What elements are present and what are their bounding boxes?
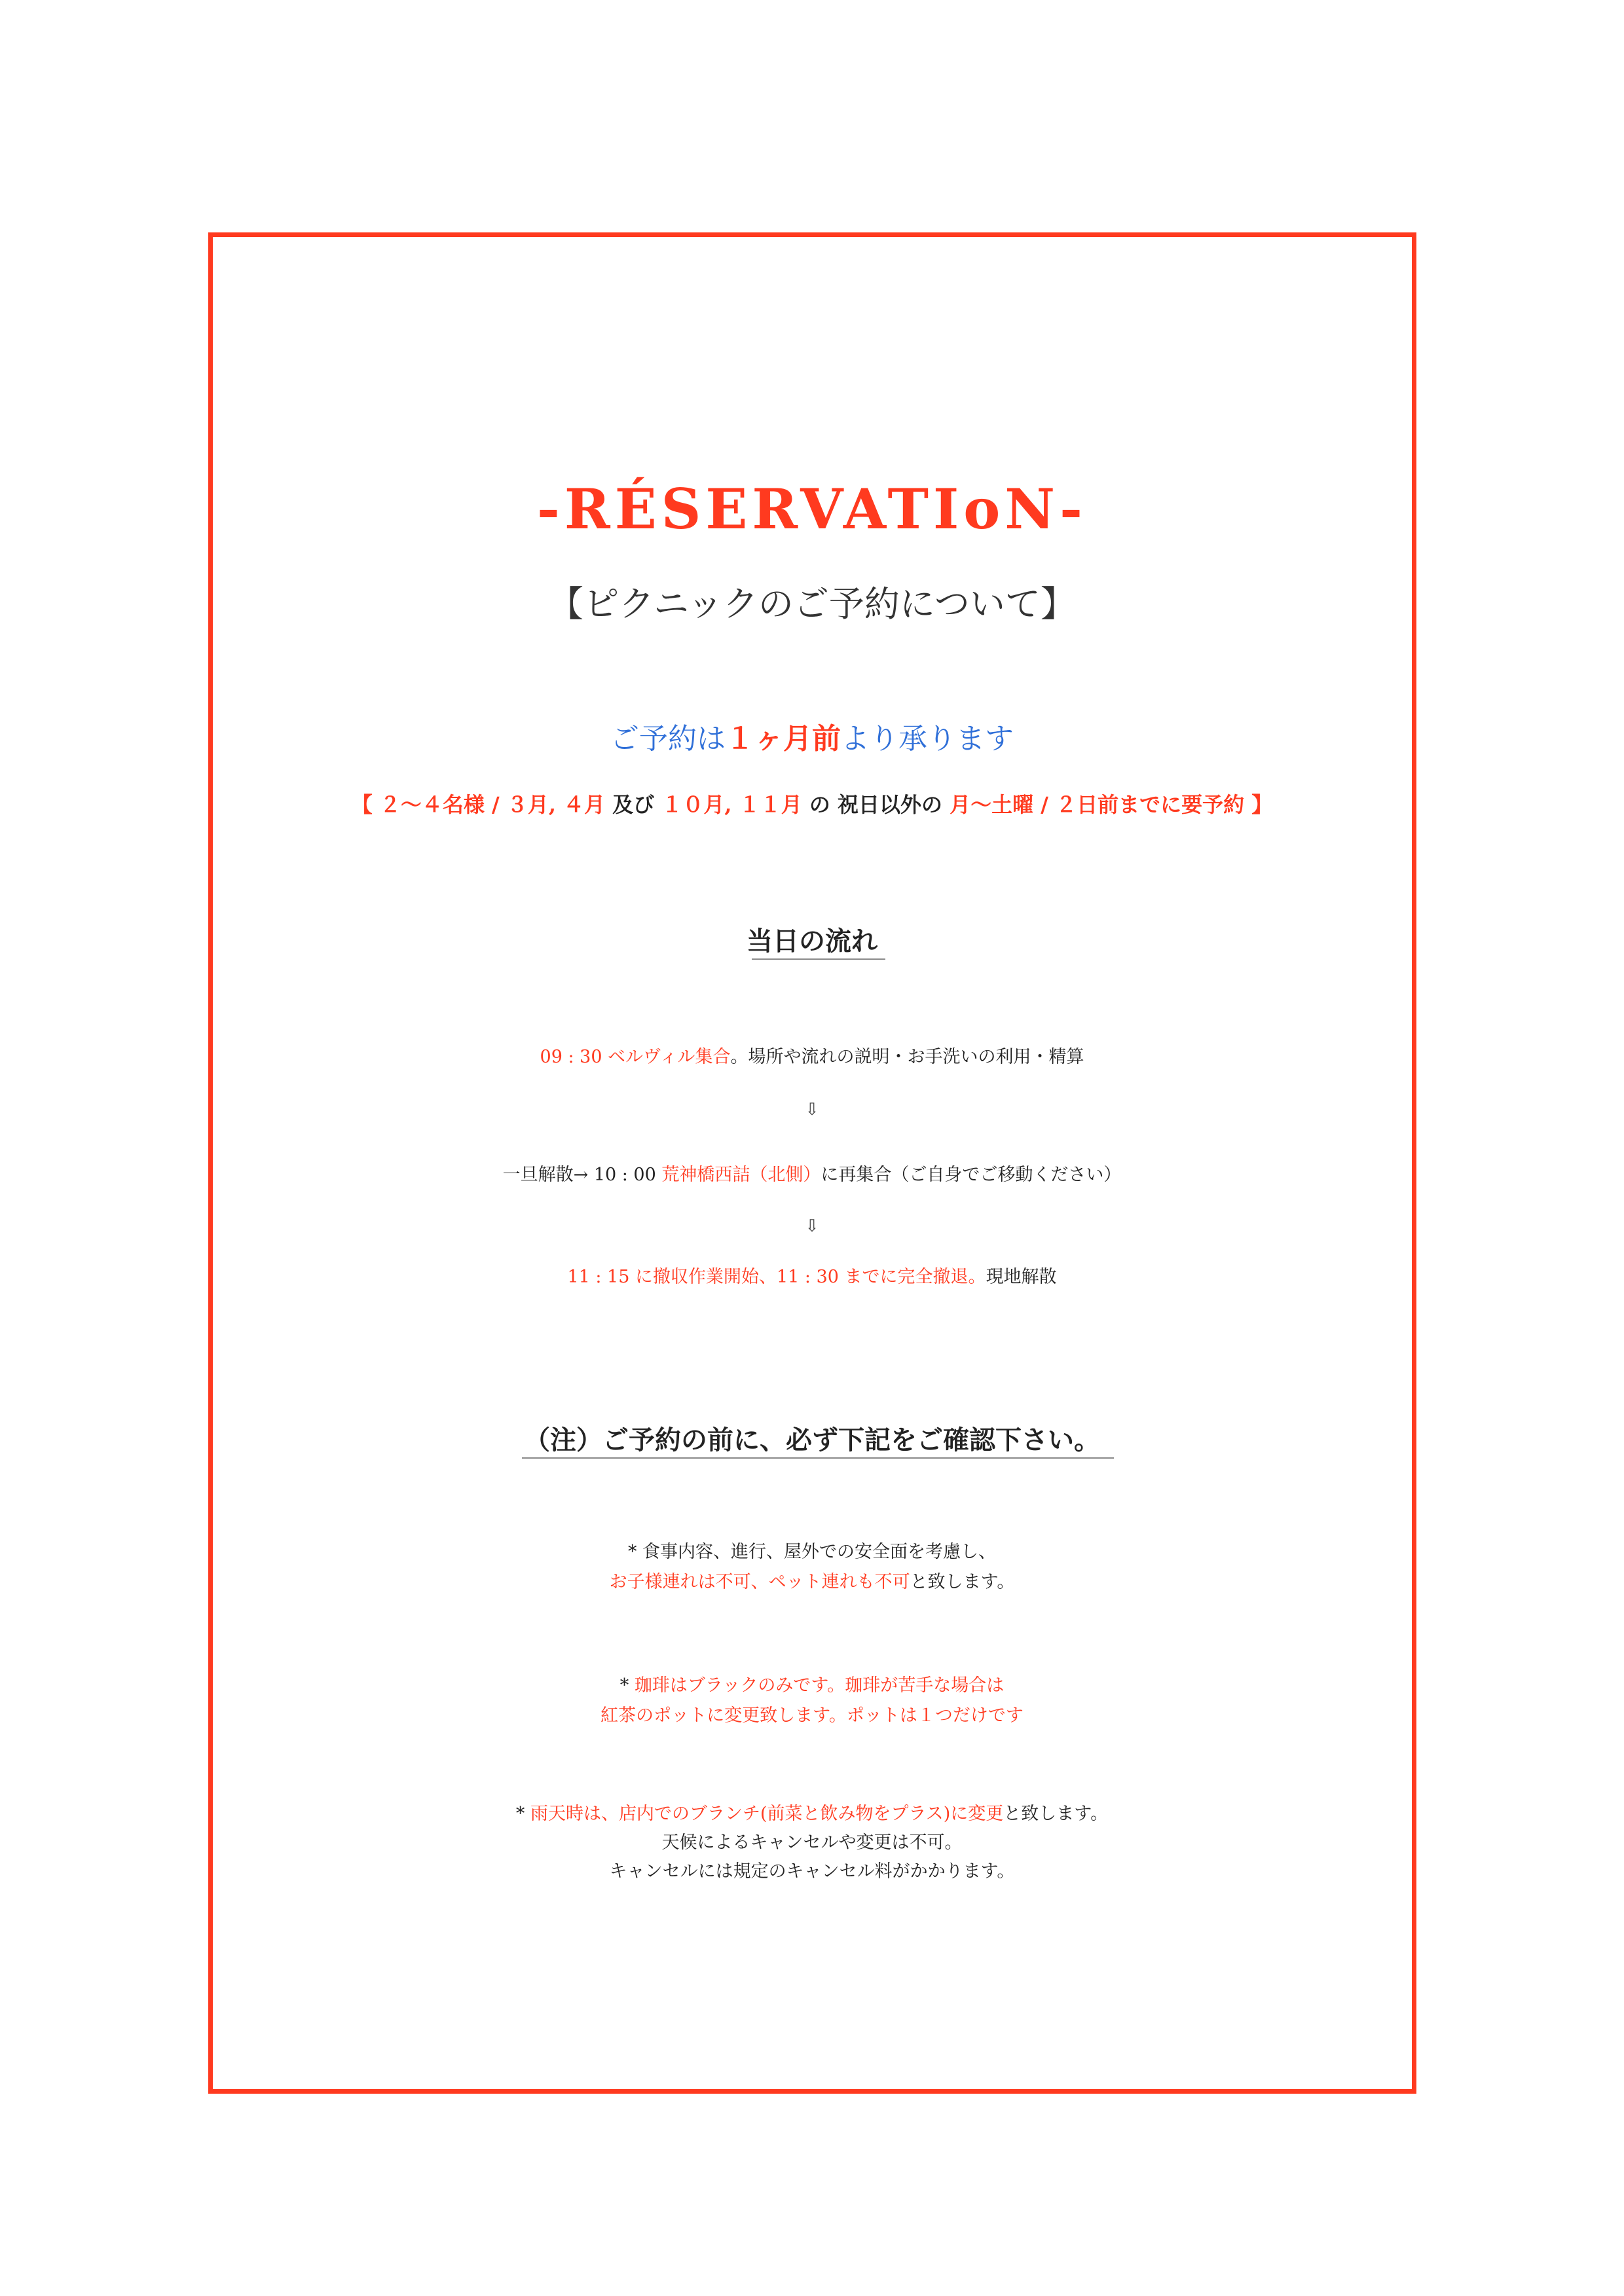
flow-heading-underline [752, 958, 885, 960]
conditions-part2: 及び [612, 792, 655, 817]
notes-heading-underline [522, 1457, 1114, 1459]
conditions-part3: １０月, １１月 [654, 792, 809, 817]
note-1-emphasis: お子様連れは不可、ペット連れも不可 [609, 1572, 910, 1592]
page-title: -RÉSERVATIoN- [537, 477, 1087, 541]
note-3-bullet: * [515, 1804, 530, 1824]
conditions-part5: 月〜土曜 / ２日前までに要予約 】 [942, 792, 1273, 817]
flow-step-1 [0, 1042, 1624, 1068]
note-3-emphasis: 雨天時は、店内でのブランチ(前菜と飲み物をプラス)に変更 [530, 1804, 1004, 1824]
advance-booking-notice [0, 715, 1624, 757]
note-2-bullet: * [619, 1675, 635, 1696]
down-arrow-icon: ⇩ [805, 1100, 819, 1120]
conditions-part4: の 祝日以外の [809, 792, 943, 817]
down-arrow-icon: ⇩ [805, 1216, 819, 1236]
flow-step-2-time: 一旦解散→ 10 : 00 [502, 1165, 662, 1185]
flow-step-1-time: 09 : 30 ベルヴィル集合 [540, 1047, 731, 1067]
note-3-line-2: 天候によるキャンセルや変更は不可。 [661, 1832, 963, 1853]
note-1-line-1: * 食事内容、進行、屋外での安全面を考慮し、 [627, 1542, 997, 1562]
note-1-line-2 [0, 1567, 1624, 1593]
conditions-part1: 【 ２〜４名様 / ３月, ４月 [351, 792, 613, 817]
lead-post: より承ります [841, 722, 1014, 756]
lead-highlight: １ヶ月前 [726, 722, 841, 756]
note-2-line-2: 紅茶のポットに変更致します。ポットは１つだけです [600, 1705, 1024, 1726]
note-1-suffix: と致します。 [910, 1572, 1015, 1592]
flow-step-3-detail: 現地解散 [986, 1267, 1057, 1287]
page-subtitle: 【ピクニックのご予約について】 [548, 583, 1076, 625]
note-2-line-1 [0, 1671, 1624, 1696]
notes-heading: （注）ご予約の前に、必ず下記をご確認下さい。 [524, 1425, 1100, 1455]
lead-pre: ご予約は [610, 722, 726, 756]
flow-step-1-detail: 。場所や流れの説明・お手洗いの利用・精算 [730, 1047, 1084, 1067]
flow-step-2-place: 荒神橋西詰（北側） [661, 1165, 821, 1185]
flow-step-3-time: 11 : 15 に撤収作業開始、11 : 30 までに完全撤退。 [567, 1267, 986, 1287]
note-3-line-3: キャンセルには規定のキャンセル料がかかります。 [609, 1861, 1015, 1882]
note-3-line-1 [0, 1799, 1624, 1825]
booking-conditions [0, 788, 1624, 818]
flow-step-2 [0, 1160, 1624, 1186]
flow-heading: 当日の流れ [747, 926, 877, 957]
flow-step-2-detail: に再集合（ご自身でご移動ください） [821, 1165, 1122, 1185]
note-2-text: 珈琲はブラックのみです。珈琲が苦手な場合は [634, 1675, 1005, 1696]
flow-step-3 [0, 1262, 1624, 1288]
note-3-suffix: と致します。 [1003, 1804, 1109, 1824]
